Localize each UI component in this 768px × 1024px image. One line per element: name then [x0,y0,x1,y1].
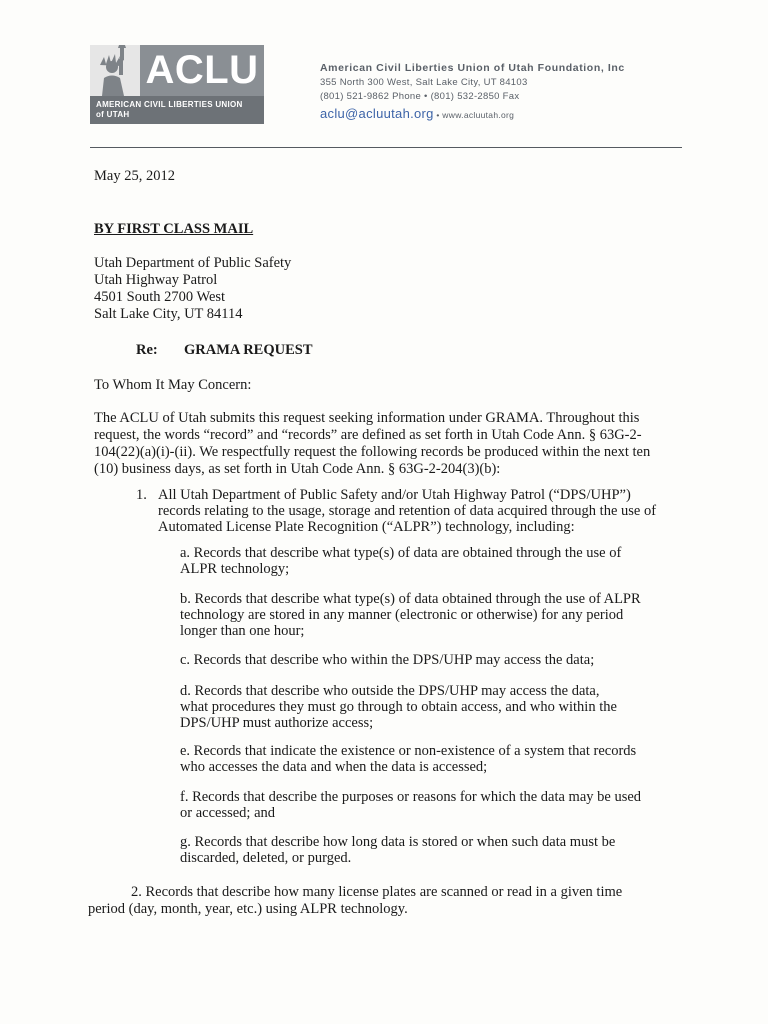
logo-caption-line1: AMERICAN CIVIL LIBERTIES UNION [96,100,243,109]
letterhead-contact-row [320,105,625,124]
letter-date: May 25, 2012 [94,168,175,184]
subitem-b-line: technology are stored in any manner (electronic or otherwise) for any period [180,607,624,623]
recipient-line: Salt Lake City, UT 84114 [94,306,243,322]
re-subject: GRAMA REQUEST [184,342,313,358]
item2-line: period (day, month, year, etc.) using ALPR technology. [88,901,408,917]
recipient-line: 4501 South 2700 West [94,289,226,305]
logo-caption [90,96,264,124]
subitem-f-line: or accessed; and [180,805,276,821]
item1-line: All Utah Department of Public Safety and/or Utah Highway Patrol (“DPS/UHP”) [158,487,631,503]
intro-line: request, the words “record” and “records” are defined as set forth in Utah Code Ann. § 63G-2- [94,427,642,443]
subitem-e-line: e. Records that indicate the existence or non-existence of a system that records [180,743,637,759]
subitem-g-line: g. Records that describe how long data is stored or when such data must be [180,834,616,850]
letterhead-email[interactable]: aclu@acluutah.org [320,106,434,121]
letterhead-address: 355 North 300 West, Salt Lake City, UT 84103 [320,77,528,88]
recipient-line: Utah Highway Patrol [94,272,218,288]
subitem-d-line: what procedures they must go through to obtain access, and who within the [180,699,617,715]
re-label: Re: [136,342,158,358]
header-divider [90,147,682,148]
letterhead [320,60,625,124]
subitem-b-line: b. Records that describe what type(s) of data obtained through the use of ALPR [180,591,641,607]
intro-line: 104(22)(a)(i)-(ii). We respectfully request the following records be produced within the next ten [94,444,651,460]
aclu-logo [90,45,264,124]
subitem-a-line: a. Records that describe what type(s) of data are obtained through the use of [180,545,622,561]
item1-line: records relating to the usage, storage and retention of data acquired through the use of [158,503,657,519]
letterhead-org-name: American Civil Liberties Union of Utah Foundation, Inc [320,62,625,74]
subitem-c-line: c. Records that describe who within the DPS/UHP may access the data; [180,652,595,668]
item1-line: Automated License Plate Recognition (“ALPR”) technology, including: [158,519,575,535]
subitem-a-line: ALPR technology; [180,561,290,577]
item1-number: 1. [136,487,147,503]
intro-line: (10) business days, as set forth in Utah Code Ann. § 63G-2-204(3)(b): [94,461,501,477]
subitem-d-line: d. Records that describe who outside the DPS/UHP may access the data, [180,683,600,699]
statue-of-liberty-icon [90,45,140,96]
logo-caption-line2: of UTAH [96,110,130,119]
recipient-line: Utah Department of Public Safety [94,255,292,271]
letterhead-web[interactable]: • www.acluutah.org [436,110,515,120]
subitem-d-line: DPS/UHP must authorize access; [180,715,374,731]
subitem-b-line: longer than one hour; [180,623,305,639]
letterhead-phone-fax: (801) 521-9862 Phone • (801) 532-2850 Fax [320,91,520,102]
aclu-wordmark: ACLU [140,45,264,96]
delivery-method: BY FIRST CLASS MAIL [94,221,254,237]
subitem-e-line: who accesses the data and when the data is accessed; [180,759,488,775]
item2-line: 2. Records that describe how many license plates are scanned or read in a given time [131,884,623,900]
intro-line: The ACLU of Utah submits this request seeking information under GRAMA. Throughout this [94,410,640,426]
subitem-f-line: f. Records that describe the purposes or reasons for which the data may be used [180,789,642,805]
subitem-g-line: discarded, deleted, or purged. [180,850,352,866]
salutation: To Whom It May Concern: [94,377,252,393]
